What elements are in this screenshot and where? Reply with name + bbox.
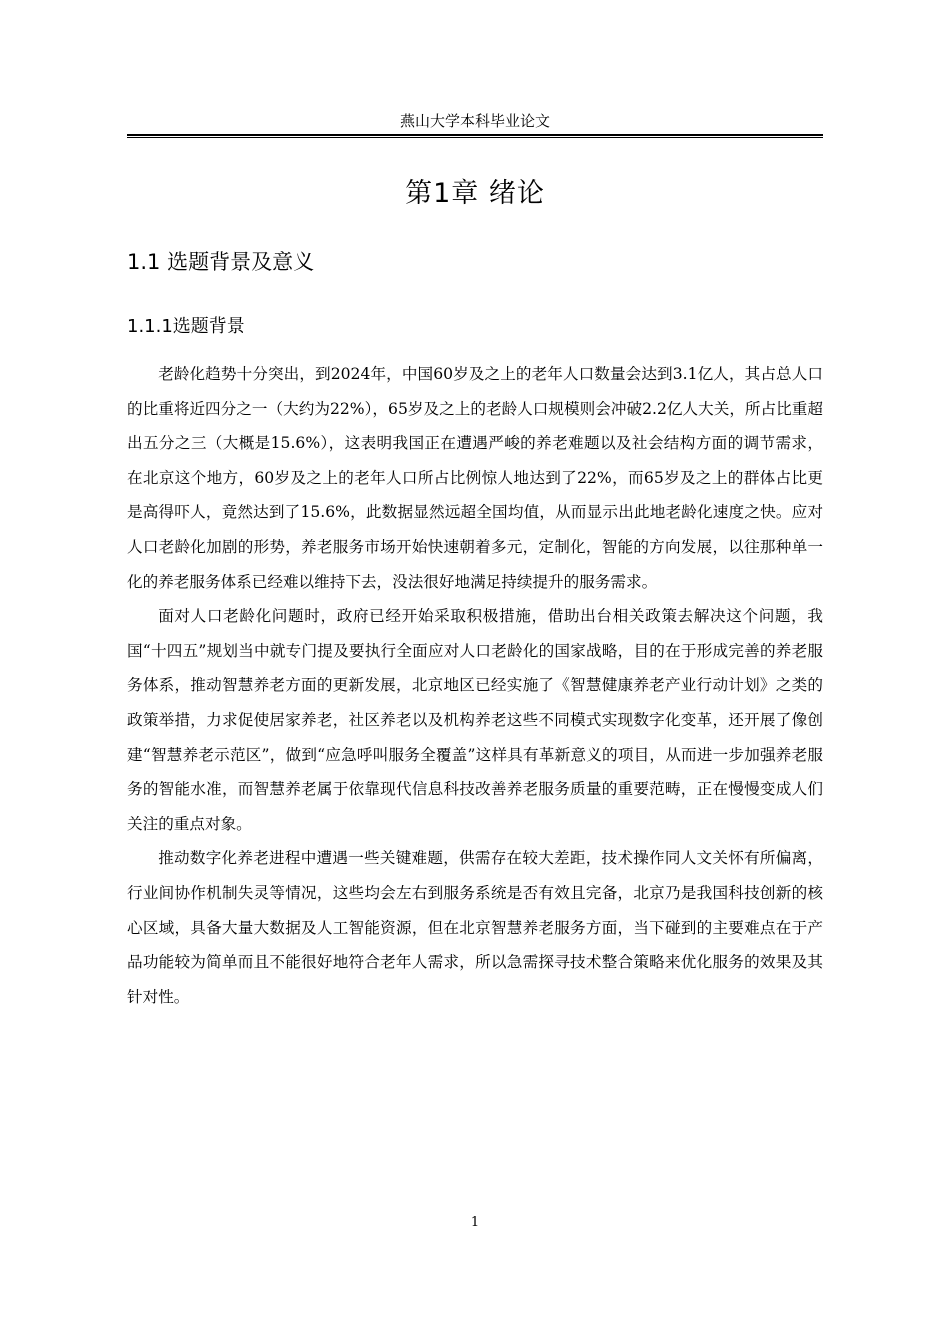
running-header: 燕山大学本科毕业论文	[399, 112, 550, 130]
header-rule	[127, 134, 823, 138]
page-number: 1	[470, 1215, 480, 1230]
paragraph-1: 老龄化趋势十分突出，到2024年，中国60岁及之上的老年人口数量会达到3.1亿人，其占总人口的比重将近四分之一（大约为22%），65岁及之上的老龄人口规模则会冲破2.2亿人大关，所占比重超出五分之三（大概是15.6%），这表明我国正在遭遇严峻的养老难题以及社会结构方面的调节需求，在北京这个地方，60岁及之上的老年人口所占比例惊人地达到了22%，而65岁及之上的群体占比更是高得吓人，竟然达到了15.6%，此数据显然远超全国均值，从而显示出此地老龄化速度之快。应对人口老龄化加剧的形势，养老服务市场开始快速朝着多元，定制化，智能的方向发展，以往那种单一化的养老服务体系已经难以维持下去，没法很好地满足持续提升的服务需求。	[127, 365, 823, 591]
section-heading: 1.1 选题背景及意义	[127, 250, 315, 274]
body-text	[127, 357, 823, 1014]
paragraph-2: 面对人口老龄化问题时，政府已经开始采取积极措施，借助出台相关政策去解决这个问题，我国“十四五”规划当中就专门提及要执行全面应对人口老龄化的国家战略，目的在于形成完善的养老服务体系，推动智慧养老方面的更新发展，北京地区已经实施了《智慧健康养老产业行动计划》之类的政策举措，力求促使居家养老，社区养老以及机构养老这些不同模式实现数字化变革，还开展了像创建“智慧养老示范区”，做到“应急呼叫服务全覆盖”这样具有革新意义的项目，从而进一步加强养老服务的智能水准，而智慧养老属于依靠现代信息科技改善养老服务质量的重要范畴，正在慢慢变成人们关注的重点对象。	[127, 607, 823, 833]
subsection-heading: 1.1.1选题背景	[127, 316, 245, 337]
paragraph-3: 推动数字化养老进程中遭遇一些关键难题，供需存在较大差距，技术操作同人文关怀有所偏离，行业间协作机制失灵等情况，这些均会左右到服务系统是否有效且完备，北京乃是我国科技创新的核心区域，具备大量大数据及人工智能资源，但在北京智慧养老服务方面，当下碰到的主要难点在于产品功能较为简单而且不能很好地符合老年人需求，所以急需探寻技术整合策略来优化服务的效果及其针对性。	[127, 849, 823, 1006]
chapter-title: 第1章 绪论	[405, 178, 545, 209]
